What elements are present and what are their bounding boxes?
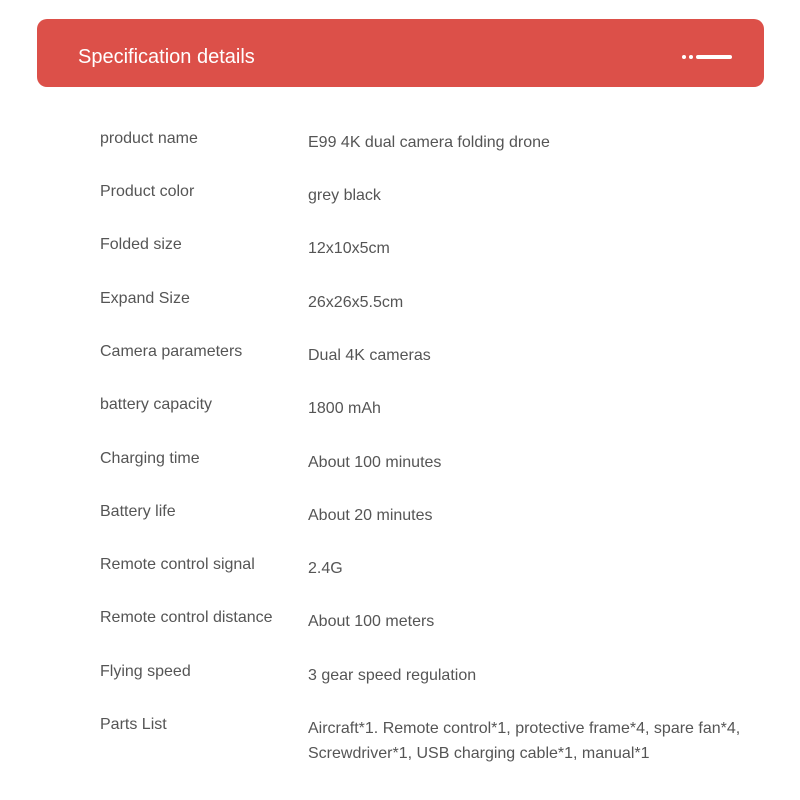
spec-value: About 20 minutes (308, 507, 433, 524)
spec-label: Charging time (100, 450, 200, 467)
spec-value: 1800 mAh (308, 400, 381, 417)
spec-label: Expand Size (100, 290, 190, 307)
spec-value: Dual 4K cameras (308, 347, 431, 364)
spec-label: Battery life (100, 503, 176, 520)
page-title: Specification details (78, 46, 255, 68)
spec-label: Folded size (100, 236, 182, 253)
spec-value: E99 4K dual camera folding drone (308, 134, 550, 151)
spec-value: About 100 minutes (308, 454, 442, 471)
spec-value: 2.4G (308, 560, 343, 577)
spec-label: Product color (100, 183, 195, 200)
spec-label: product name (100, 130, 198, 147)
spec-label: Remote control distance (100, 609, 273, 626)
spec-value: 26x26x5.5cm (308, 294, 404, 311)
spec-value: 3 gear speed regulation (308, 667, 477, 684)
spec-label: battery capacity (100, 396, 213, 413)
spec-value: About 100 meters (308, 613, 435, 630)
spec-value: grey black (308, 187, 381, 204)
spec-label: Parts List (100, 716, 167, 733)
spec-value: 12x10x5cm (308, 240, 390, 257)
spec-label: Camera parameters (100, 343, 243, 360)
spec-value: Aircraft*1. Remote control*1, protective frame*4, spare fan*4, Screwdriver*1, USB charging cable*1, manual*1 (308, 720, 741, 762)
spec-label: Flying speed (100, 663, 191, 680)
spec-label: Remote control signal (100, 556, 255, 573)
